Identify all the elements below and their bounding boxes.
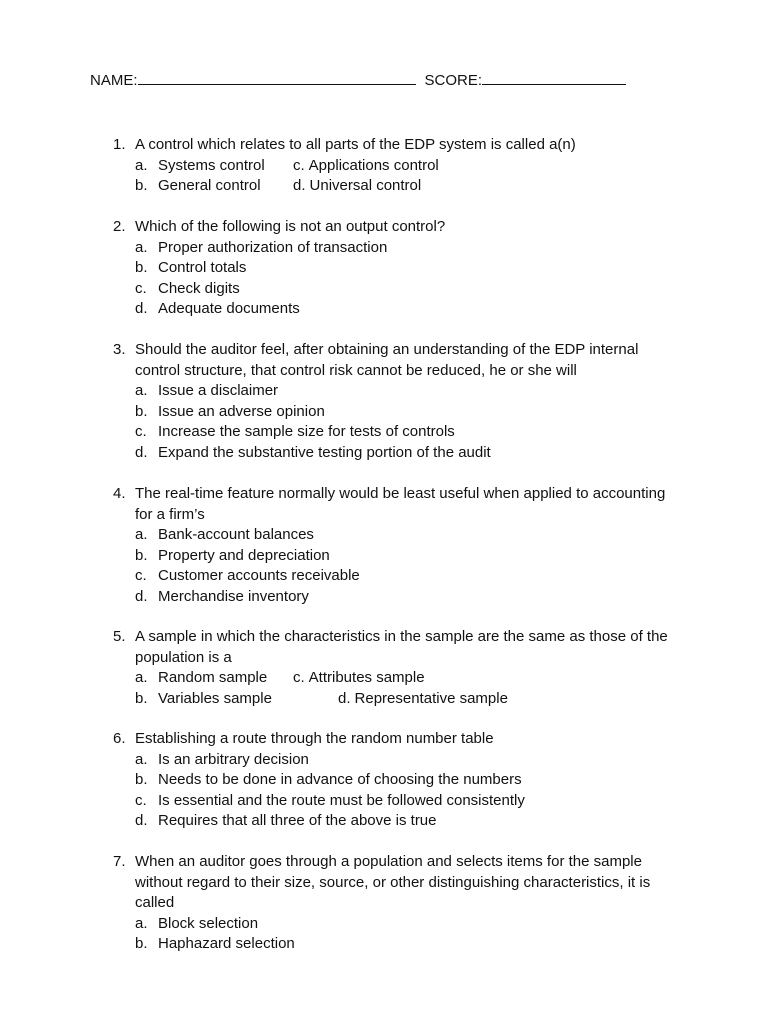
option-row xyxy=(113,689,693,710)
option-a: a. Proper authorization of transaction xyxy=(135,238,388,256)
option-c: c. Applications control xyxy=(293,156,439,174)
option-b: b. Property and depreciation xyxy=(135,546,330,564)
option-c: c. Customer accounts receivable xyxy=(135,567,360,585)
option-d: d. Expand the substantive testing portion of the audit xyxy=(135,443,491,461)
question-7 xyxy=(113,852,693,955)
question-number: 3. xyxy=(113,341,126,358)
option-d: d. Universal control xyxy=(293,177,422,195)
question-number: 1. xyxy=(113,136,126,153)
option-d: d. Adequate documents xyxy=(135,300,300,318)
question-text-continued: without regard to their size, source, or other distinguishing characteristics, it is xyxy=(135,873,651,891)
option-c: c. Check digits xyxy=(135,279,240,297)
option-b: b. General control xyxy=(135,177,261,195)
option-a: a. Block selection xyxy=(135,914,259,932)
question-text-continued: population is a xyxy=(135,648,232,666)
question-text-continued: control structure, that control risk cannot be reduced, he or she will xyxy=(135,361,577,379)
option-a: a. Systems control xyxy=(135,156,265,174)
option-row xyxy=(113,176,693,197)
option-row xyxy=(113,668,693,689)
option-b: b. Needs to be done in advance of choosing the numbers xyxy=(135,771,522,789)
option-d: d. Requires that all three of the above is true xyxy=(135,812,437,830)
option-c: c. Is essential and the route must be followed consistently xyxy=(135,791,525,809)
option-b: b. Control totals xyxy=(135,259,247,277)
header-row xyxy=(90,68,728,91)
question-text-continued: called xyxy=(135,894,175,912)
option-d: d. Merchandise inventory xyxy=(135,587,309,605)
question-text: Should the auditor feel, after obtaining an understanding of the EDP internal xyxy=(135,341,639,358)
question-5 xyxy=(113,627,693,709)
name-blank-line xyxy=(138,68,416,85)
question-2 xyxy=(113,217,693,320)
option-b: b. Issue an adverse opinion xyxy=(135,402,325,420)
name-label: NAME: xyxy=(90,72,138,89)
option-a: a. Random sample xyxy=(135,669,268,687)
option-c: c. Increase the sample size for tests of controls xyxy=(135,423,455,441)
question-6 xyxy=(113,729,693,832)
question-number: 7. xyxy=(113,853,126,870)
option-a: a. Issue a disclaimer xyxy=(135,382,279,400)
score-blank-line xyxy=(482,68,626,85)
question-text: A sample in which the characteristics in the sample are the same as those of the xyxy=(135,628,668,645)
question-text-continued: for a firm’s xyxy=(135,505,205,523)
option-a: a. Is an arbitrary decision xyxy=(135,750,309,768)
question-number: 2. xyxy=(113,218,126,235)
question-text: Establishing a route through the random number table xyxy=(135,730,494,747)
question-number: 4. xyxy=(113,485,126,502)
option-row xyxy=(113,156,693,177)
question-text: The real-time feature normally would be least useful when applied to accounting xyxy=(135,485,666,502)
score-label: SCORE: xyxy=(424,72,483,89)
question-4 xyxy=(113,484,693,608)
question-text: When an auditor goes through a population and selects items for the sample xyxy=(135,853,642,870)
question-number: 6. xyxy=(113,730,126,747)
question-text: Which of the following is not an output control? xyxy=(135,218,446,235)
option-b: b. Variables sample xyxy=(135,689,272,707)
option-d: d. Representative sample xyxy=(338,689,508,707)
question-1 xyxy=(113,135,693,197)
question-number: 5. xyxy=(113,628,126,645)
option-a: a. Bank-account balances xyxy=(135,526,314,544)
question-3 xyxy=(113,340,693,464)
question-text: A control which relates to all parts of the EDP system is called a(n) xyxy=(135,136,576,153)
option-c: c. Attributes sample xyxy=(293,669,425,687)
option-b: b. Haphazard selection xyxy=(135,935,295,953)
